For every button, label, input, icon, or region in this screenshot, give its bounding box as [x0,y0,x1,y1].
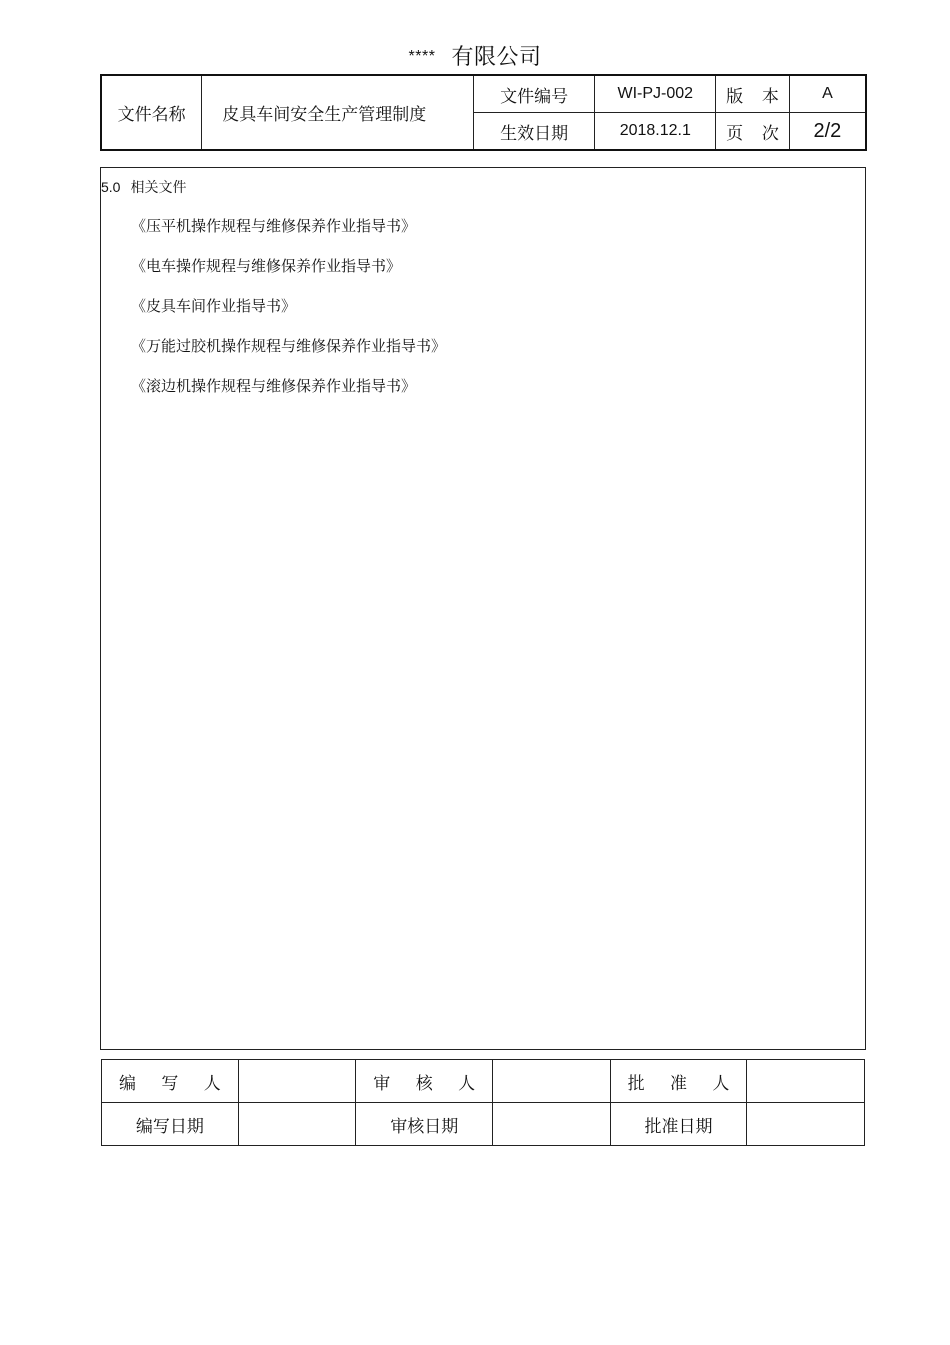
writer-label: 编 写 人 [102,1060,239,1103]
writer-field[interactable] [238,1060,356,1103]
document-header-table [100,74,867,151]
reviewer-field[interactable] [493,1060,611,1103]
approve-date-field[interactable] [747,1103,865,1146]
list-item: 《压平机操作规程与维修保养作业指导书》 [131,217,417,235]
section-heading [101,178,186,197]
reviewer-label: 审 核 人 [356,1060,493,1103]
approver-field[interactable] [747,1060,865,1103]
list-item: 《皮具车间作业指导书》 [131,297,297,315]
version-label-second: 本 [761,86,779,107]
page-label-first: 页 [726,123,744,144]
signoff-table [101,1059,865,1146]
content-box [100,167,866,1050]
write-date-label: 编写日期 [102,1103,239,1146]
version-label-first: 版 [726,86,744,107]
effective-date-value: 2018.12.1 [595,113,716,151]
section-title: 相关文件 [130,180,187,196]
company-title [0,42,950,73]
page-label-second: 次 [761,123,779,144]
file-name-label: 文件名称 [101,75,202,150]
related-documents-list [131,216,446,416]
file-number-value: WI-PJ-002 [595,75,716,113]
approver-label: 批 准 人 [610,1060,747,1103]
page-value: 2/2 [789,113,866,151]
company-name: 有限公司 [451,45,542,70]
effective-date-label: 生效日期 [473,113,595,151]
version-label [716,75,790,113]
company-stars: **** [408,48,436,65]
review-date-field[interactable] [493,1103,611,1146]
approve-date-label: 批准日期 [610,1103,747,1146]
section-number: 5.0 [101,179,121,195]
list-item: 《滚边机操作规程与维修保养作业指导书》 [131,377,417,395]
list-item: 《电车操作规程与维修保养作业指导书》 [131,257,402,275]
write-date-field[interactable] [238,1103,356,1146]
file-name-value: 皮具车间安全生产管理制度 [202,75,474,150]
version-value: A [789,75,866,113]
file-number-label: 文件编号 [473,75,595,113]
list-item: 《万能过胶机操作规程与维修保养作业指导书》 [131,337,447,355]
page-label [716,113,790,151]
review-date-label: 审核日期 [356,1103,493,1146]
